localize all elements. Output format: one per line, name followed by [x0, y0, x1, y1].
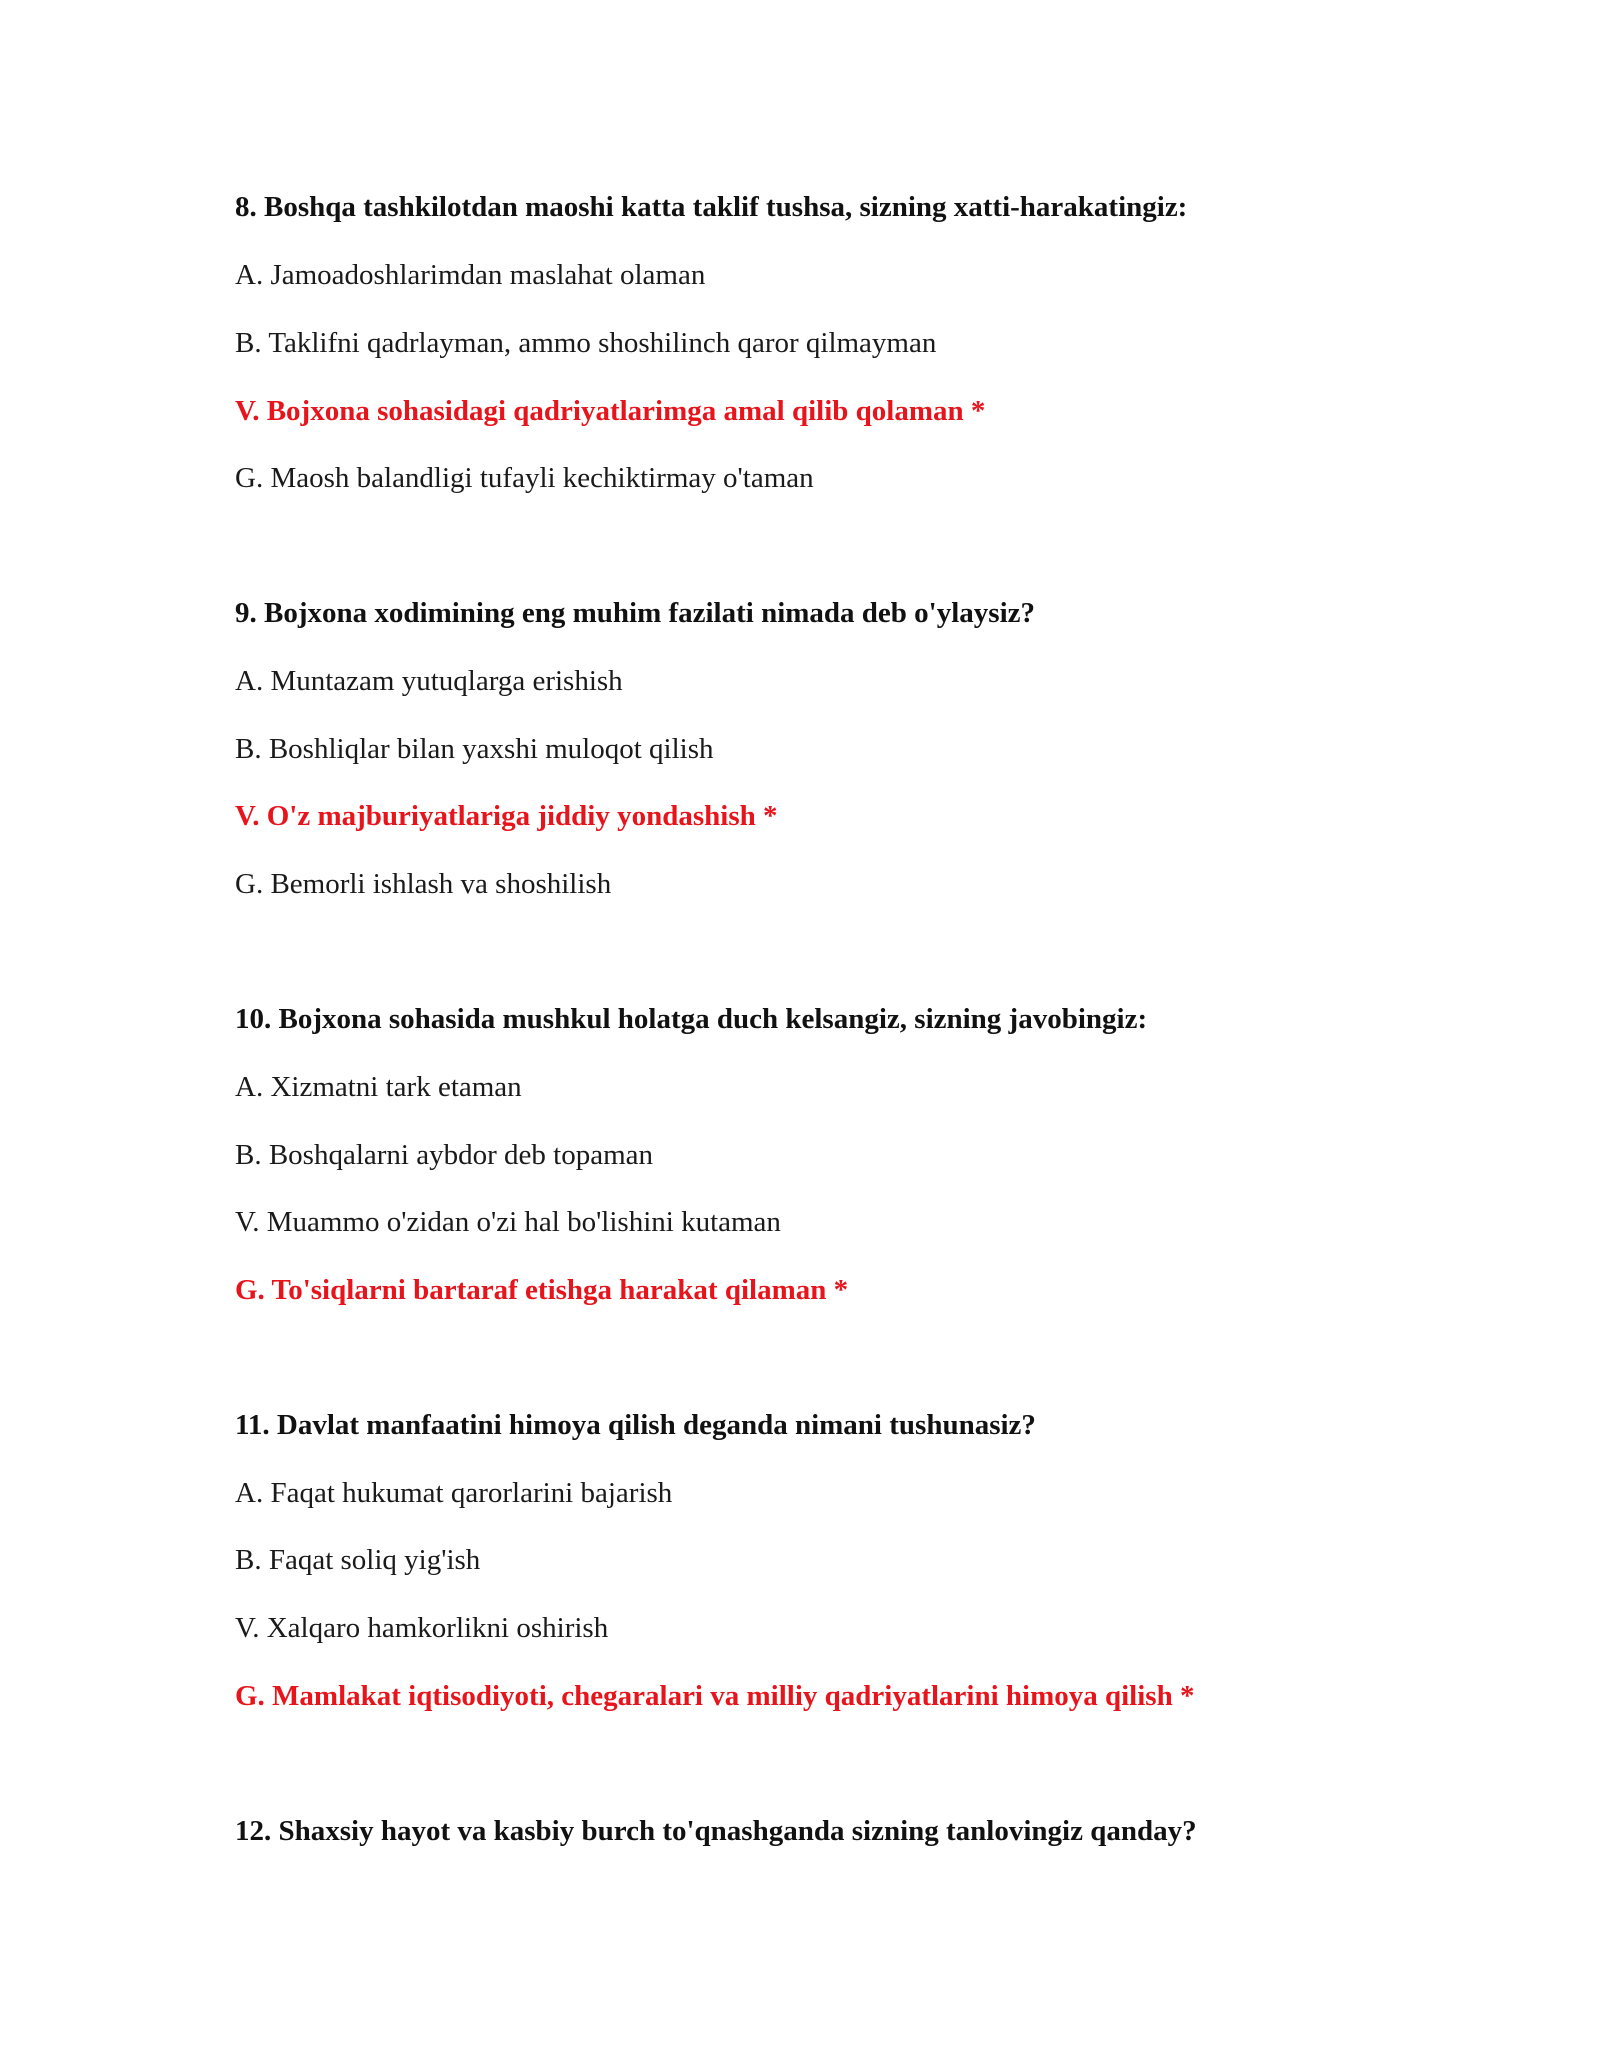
- question-9: 9. Bojxona xodimining eng muhim fazilati nimada deb o'ylaysiz?: [235, 597, 1036, 629]
- q8-option-v-correct: V. Bojxona sohasidagi qadriyatlarimga amal qilib qolaman *: [235, 395, 986, 427]
- q8-option-a: A. Jamoadoshlarimdan maslahat olaman: [235, 259, 706, 291]
- q9-option-v-correct: V. O'z majburiyatlariga jiddiy yondashish *: [235, 800, 778, 832]
- q9-option-a: A. Muntazam yutuqlarga erishish: [235, 665, 623, 697]
- question-12: 12. Shaxsiy hayot va kasbiy burch to'qnashganda sizning tanlovingiz qanday?: [235, 1815, 1197, 1847]
- q10-option-a: A. Xizmatni tark etaman: [235, 1071, 522, 1103]
- q8-option-g: G. Maosh balandligi tufayli kechiktirmay o'taman: [235, 462, 814, 494]
- q10-option-g-correct: G. To'siqlarni bartaraf etishga harakat qilaman *: [235, 1274, 849, 1306]
- q11-option-b: B. Faqat soliq yig'ish: [235, 1544, 481, 1576]
- q9-option-b: B. Boshliqlar bilan yaxshi muloqot qilish: [235, 733, 714, 765]
- q10-option-b: B. Boshqalarni aybdor deb topaman: [235, 1139, 653, 1171]
- q8-option-b: B. Taklifni qadrlayman, ammo shoshilinch qaror qilmayman: [235, 327, 937, 359]
- question-8: 8. Boshqa tashkilotdan maoshi katta taklif tushsa, sizning xatti-harakatingiz:: [235, 191, 1188, 223]
- q11-option-v: V. Xalqaro hamkorlikni oshirish: [235, 1612, 609, 1644]
- q11-option-g-correct: G. Mamlakat iqtisodiyoti, chegaralari va milliy qadriyatlarini himoya qilish *: [235, 1680, 1195, 1712]
- q9-option-g: G. Bemorli ishlash va shoshilish: [235, 868, 612, 900]
- question-11: 11. Davlat manfaatini himoya qilish deganda nimani tushunasiz?: [235, 1409, 1036, 1441]
- q10-option-v: V. Muammo o'zidan o'zi hal bo'lishini kutaman: [235, 1206, 781, 1238]
- q11-option-a: A. Faqat hukumat qarorlarini bajarish: [235, 1477, 673, 1509]
- question-10: 10. Bojxona sohasida mushkul holatga duch kelsangiz, sizning javobingiz:: [235, 1003, 1148, 1035]
